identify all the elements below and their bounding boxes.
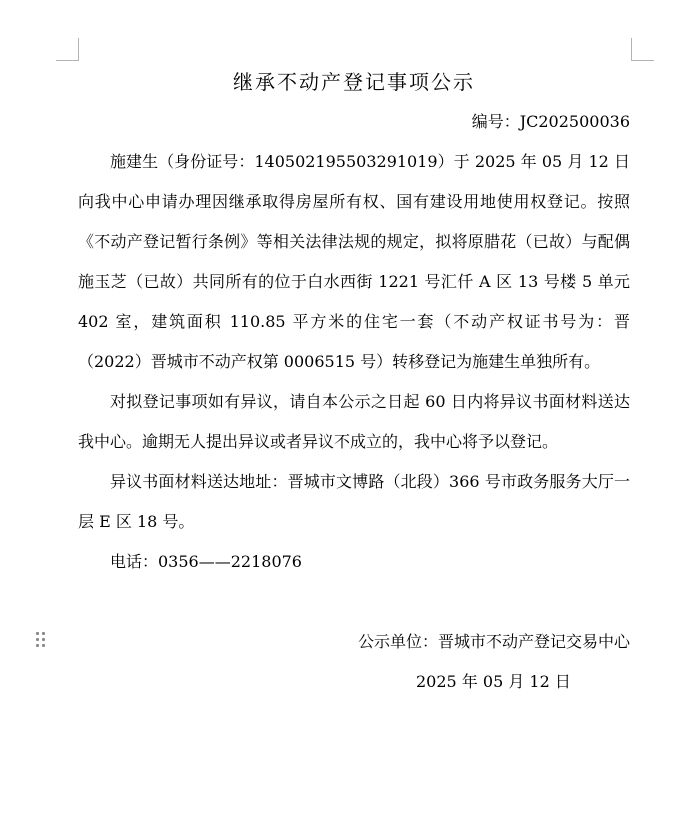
page-corner-mark-top-right (631, 38, 654, 61)
issuer-line: 公示单位：晋城市不动产登记交易中心 (357, 632, 630, 651)
paragraph-main: 施建生（身份证号：140502195503291019）于 2025 年 05 月 12 日向我中心申请办理因继承取得房屋所有权、国有建设用地使用权登记。按照《不动产登记暂行条例》等相关法律法规的规定，拟将原腊花（已故）与配偶施玉芝（已故）共同所有的位于白水西街 1221 号汇仟 A 区 13 号楼 5 单元 402 室，建筑面积 110.85 平方米的住宅一套（不动产权证书号为：晋（2022）晋城市不动产权第 0006515 号）转移登记为施建生单独所有。 (78, 152, 630, 371)
document-title: 继承不动产登记事项公示 (233, 70, 475, 94)
document-body (78, 62, 630, 702)
paragraph-address: 异议书面材料送达地址：晋城市文博路（北段）366 号市政务服务大厅一层 E 区 18 号。 (78, 472, 630, 531)
drag-handle-icon[interactable] (36, 632, 46, 650)
paragraph-objection: 对拟登记事项如有异议，请自本公示之日起 60 日内将异议书面材料送达我中心。逾期无人提出异议或者异议不成立的，我中心将予以登记。 (78, 392, 630, 451)
document-number: 编号：JC202500036 (471, 112, 630, 131)
page-corner-mark-top-left (56, 38, 79, 61)
blank-line (78, 582, 630, 622)
paragraph-phone: 电话：0356——2218076 (110, 552, 302, 571)
date-line: 2025 年 05 月 12 日 (416, 672, 571, 691)
